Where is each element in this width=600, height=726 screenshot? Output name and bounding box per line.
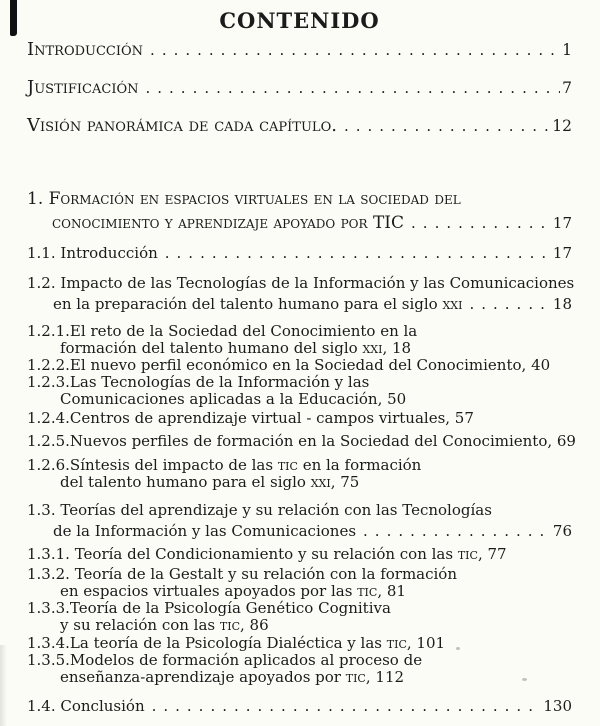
chapter-title-line1: 1. Formación en espacios virtuales en la sociedad del xyxy=(27,189,461,209)
entry-label-line1: 1.3. Teorías del aprendizaje y su relación con las Tecnologías xyxy=(27,501,492,519)
subentry-line1: 1.2.5.Nuevos perfiles de formación en la Sociedad del Conocimiento, 69 xyxy=(27,432,576,450)
page-title: CONTENIDO xyxy=(219,8,380,33)
entry-label-line2: en la preparación del talento humano para el siglo xxi xyxy=(53,295,463,313)
subentry-line2: Comunicaciones aplicadas a la Educación, 50 xyxy=(60,390,407,408)
subentry-line2: formación del talento humano del siglo xxi, 18 xyxy=(60,339,412,357)
toc-entry-1-3-5[interactable] xyxy=(27,652,572,686)
entry-page-number: 1 xyxy=(562,41,572,59)
toc-entry-chapter-1[interactable] xyxy=(27,188,572,235)
subentry-line2: en espacios virtuales apoyados por las tic, 81 xyxy=(60,582,406,600)
subentry-line1: 1.2.2.El nuevo perfil económico en la Sociedad del Conocimiento, 40 xyxy=(27,356,551,374)
dot-leader xyxy=(152,696,542,716)
scan-speck xyxy=(456,647,460,650)
toc-entry-1-2-3[interactable] xyxy=(27,374,572,408)
dot-leader xyxy=(344,116,550,136)
subentry-line1: 1.2.6.Síntesis del impacto de las tic en la formación xyxy=(27,456,422,474)
subentry-line1: 1.2.4.Centros de aprendizaje virtual - campos virtuales, 57 xyxy=(27,409,474,427)
toc-entry-1-3-2[interactable] xyxy=(27,566,572,600)
entry-page-number: 17 xyxy=(552,244,572,262)
entry-label-line1: 1.2. Impacto de las Tecnologías de la Información y las Comunicaciones xyxy=(27,274,575,292)
toc-subentries-1-3 xyxy=(27,546,572,686)
subentry-line1: 1.2.1.El reto de la Sociedad del Conocimiento en la xyxy=(27,322,418,340)
entry-page-number: 7 xyxy=(562,79,572,97)
scan-artifact-bar xyxy=(10,0,17,36)
subentry-line2: enseñanza-aprendizaje apoyados por tic, 112 xyxy=(60,668,405,686)
entry-label: Introducción xyxy=(27,39,144,60)
toc-entry-1-3-1[interactable] xyxy=(27,546,572,563)
scan-speck xyxy=(522,678,527,681)
toc-entry-introduccion[interactable] xyxy=(27,40,572,60)
toc-entry-1-3-4[interactable] xyxy=(27,635,572,652)
toc-entry-justificacion[interactable] xyxy=(27,78,572,98)
subentry-line1: 1.3.4.La teoría de la Psicología Dialéctica y las tic, 101 xyxy=(27,634,446,652)
dot-leader xyxy=(363,521,551,542)
toc-entry-1-3-3[interactable] xyxy=(27,600,572,634)
toc-entry-1-1[interactable] xyxy=(27,243,572,263)
dot-leader xyxy=(411,211,551,235)
toc-entry-1-2[interactable] xyxy=(27,273,575,315)
dot-leader xyxy=(165,243,551,263)
subentry-line1: 1.2.3.Las Tecnologías de la Información y las xyxy=(27,373,370,391)
toc-entry-1-2-1[interactable] xyxy=(27,323,572,357)
toc-entry-1-2-2[interactable] xyxy=(27,357,572,374)
entry-page-number: 12 xyxy=(552,117,572,135)
scan-edge-shadow xyxy=(0,645,7,726)
toc-entry-vision-panoramica[interactable] xyxy=(27,116,572,136)
toc-entry-1-2-4[interactable] xyxy=(27,410,572,427)
dot-leader xyxy=(150,40,560,60)
chapter-title-line2: conocimiento y aprendizaje apoyado por TIC xyxy=(52,213,405,233)
subentry-line1: 1.3.5.Modelos de formación aplicados al proceso de xyxy=(27,651,423,669)
toc-entry-1-2-5[interactable] xyxy=(27,432,576,450)
entry-label: 1.1. Introducción xyxy=(27,244,158,262)
entry-page-number: 76 xyxy=(552,522,572,540)
entry-label-line2: de la Información y las Comunicaciones xyxy=(53,522,357,540)
entry-label: 1.4. Conclusión xyxy=(27,697,145,715)
dot-leader xyxy=(146,78,561,98)
subentry-line1: 1.3.1. Teoría del Condicionamiento y su relación con las tic, 77 xyxy=(27,545,507,563)
subentry-line2: y su relación con las tic, 86 xyxy=(60,616,269,634)
entry-label: Justificación xyxy=(27,77,139,98)
entry-page-number: 130 xyxy=(543,697,572,715)
toc-entry-1-2-6[interactable] xyxy=(27,457,572,491)
subentry-line1: 1.3.2. Teoría de la Gestalt y su relación con la formación xyxy=(27,565,457,583)
subentry-line2: del talento humano para el siglo xxi, 75 xyxy=(60,473,360,491)
entry-label: Visión panorámica de cada capítulo. xyxy=(27,115,337,136)
entry-page-number: 18 xyxy=(552,295,572,313)
dot-leader xyxy=(469,294,550,315)
entry-page-number: 17 xyxy=(552,214,572,232)
toc-subentries-1-2 xyxy=(27,322,576,491)
toc-entry-1-4[interactable] xyxy=(27,696,572,716)
toc-entry-1-3[interactable] xyxy=(27,500,572,542)
subentry-line1: 1.3.3.Teoría de la Psicología Genético Cognitiva xyxy=(27,599,391,617)
